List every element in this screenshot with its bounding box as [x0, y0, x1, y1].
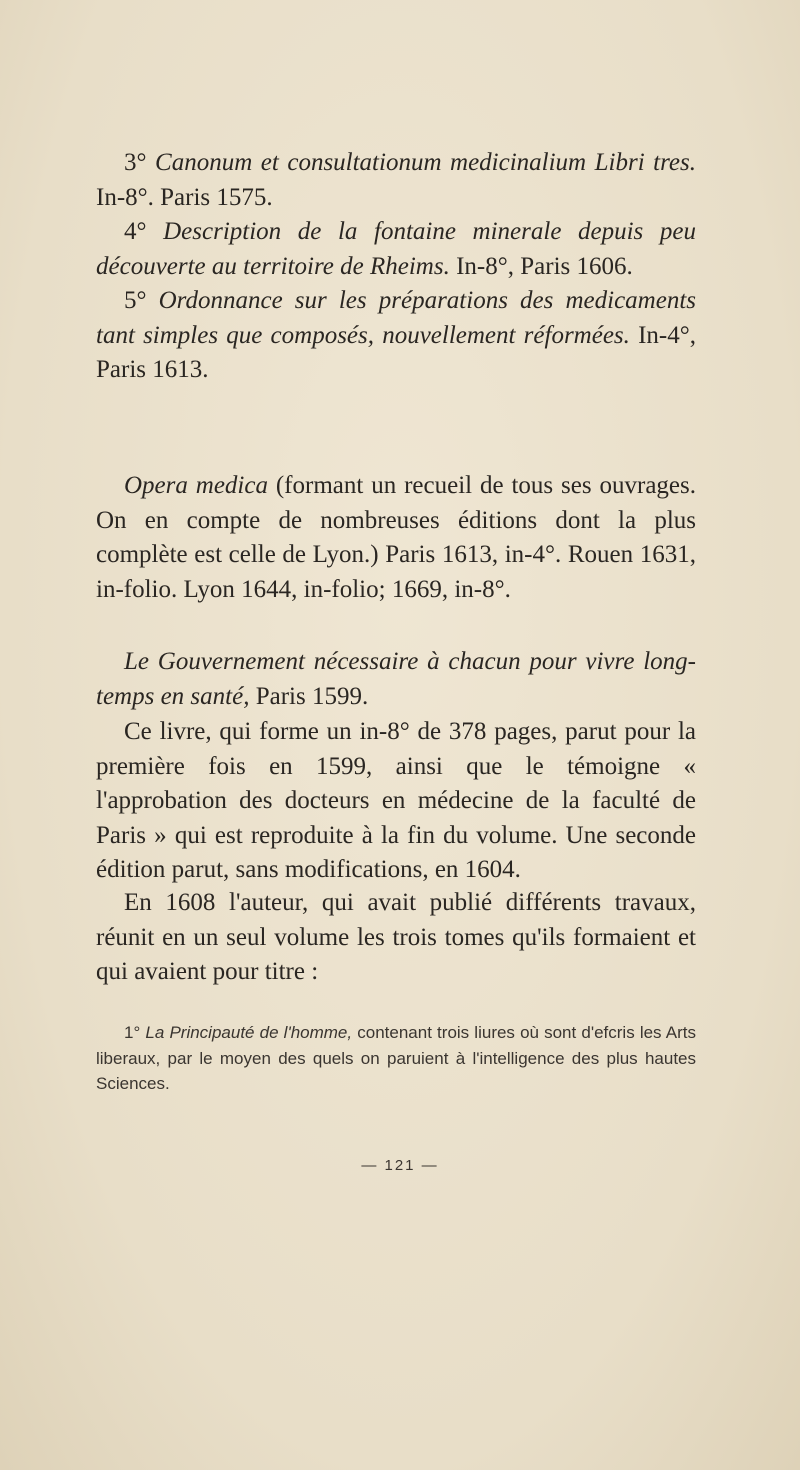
entry-details: In-4°, Paris 1613.: [96, 321, 697, 383]
entry-number: 3°: [124, 149, 147, 176]
entry-title: Canonum et consultationum medicinalium Libri tres.: [155, 149, 696, 176]
gouvernement-title: Le Gouvernement nécessaire à chacun pour vivre long-temps en santé,: [96, 648, 696, 710]
entry-number: 4°: [124, 218, 147, 245]
entry-number: 5°: [124, 287, 147, 314]
body-paragraph-livre: Ce livre, qui forme un in-8° de 378 pages, parut pour la première fois en 1599, ainsi que le témoigne « l'approbation des docteurs en médecine de la faculté de Paris » qui est reproduite à la fin du volume. Une seconde édition parut, sans modifications, en 1604.: [96, 718, 696, 883]
entry-title: Description de la fontaine minerale depuis peu découverte au territoire de Rheims.: [96, 218, 696, 280]
opera-text: (formant un recueil de tous ses ouvrages. On en compte de nombreuses éditions dont la plus complète est celle de Lyon.) Paris 1613, in-4°. Rouen 1631, in-folio. Lyon 1644, in-folio; 1669, in-8°.: [96, 472, 696, 603]
entry-canonum: [96, 146, 696, 215]
gouvernement-details: Paris 1599.: [255, 682, 369, 710]
gouvernement-paragraph: [96, 645, 696, 714]
entry-title: Ordonnance sur les préparations des medicaments tant simples que composés, nouvellement réformées.: [96, 287, 697, 349]
footnote-text: contenant trois liures où sont d'efcris les Arts liberaux, par le moyen des quels on paruient à l'intelligence des plus hautes Sciences.: [96, 1023, 696, 1093]
entry-description-fontaine: [96, 215, 696, 284]
footnote-title: La Principauté de l'homme,: [145, 1023, 353, 1042]
entry-details: In-8°. Paris 1575.: [96, 183, 273, 211]
page-number: — 121 —: [361, 1157, 439, 1174]
footnote: [96, 1020, 696, 1097]
entry-details: In-8°, Paris 1606.: [456, 252, 633, 280]
body-paragraph-1608: En 1608 l'auteur, qui avait publié différents travaux, réunit en un seul volume les trois tomes qu'ils formaient et qui avaient pour titre :: [96, 889, 696, 985]
entry-ordonnance: [96, 284, 696, 388]
opera-medica-paragraph: [96, 469, 696, 607]
opera-title: Opera medica: [124, 472, 268, 499]
footnote-number: 1°: [124, 1023, 141, 1042]
